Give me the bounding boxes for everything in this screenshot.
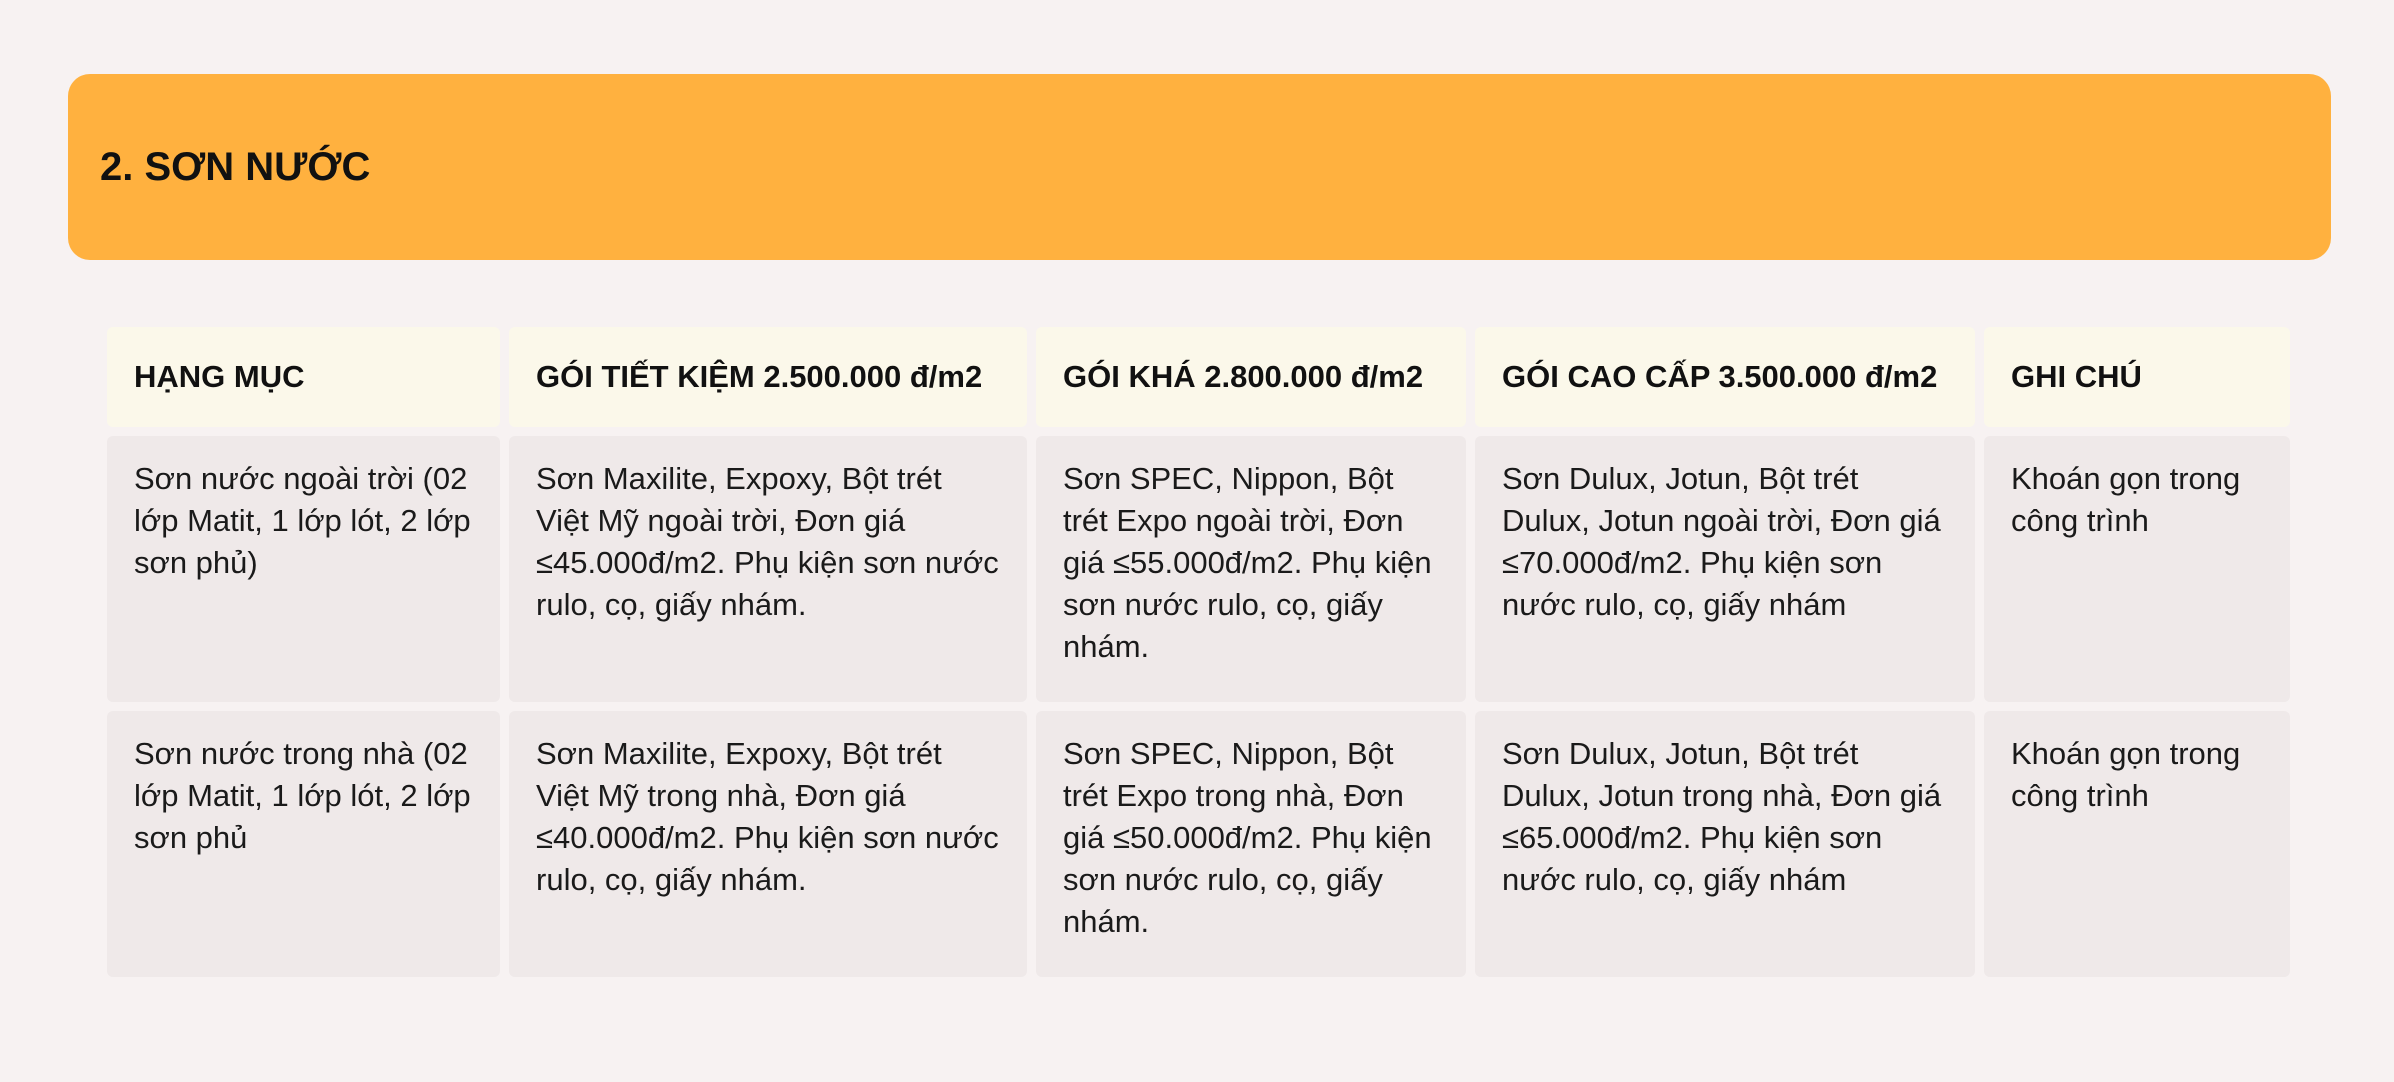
header-goi-cao-cap: GÓI CAO CẤP 3.500.000 đ/m2	[1475, 327, 1975, 427]
header-goi-tiet-kiem: GÓI TIẾT KIỆM 2.500.000 đ/m2	[509, 327, 1027, 427]
cell-goi-tiet-kiem: Sơn Maxilite, Expoxy, Bột trét Việt Mỹ ngoài trời, Đơn giá ≤45.000đ/m2. Phụ kiện sơn nước rulo, cọ, giấy nhám.	[509, 436, 1027, 702]
header-goi-kha: GÓI KHÁ 2.800.000 đ/m2	[1036, 327, 1466, 427]
header-hang-muc: HẠNG MỤC	[107, 327, 500, 427]
cell-item: Sơn nước ngoài trời (02 lớp Matit, 1 lớp lót, 2 lớp sơn phủ)	[107, 436, 500, 702]
table-header-row	[107, 327, 2290, 427]
header-ghi-chu: GHI CHÚ	[1984, 327, 2290, 427]
cell-goi-cao-cap: Sơn Dulux, Jotun, Bột trét Dulux, Jotun ngoài trời, Đơn giá ≤70.000đ/m2. Phụ kiện sơn nước rulo, cọ, giấy nhám	[1475, 436, 1975, 702]
cell-goi-kha: Sơn SPEC, Nippon, Bột trét Expo trong nhà, Đơn giá ≤50.000đ/m2. Phụ kiện sơn nước rulo, cọ, giấy nhám.	[1036, 711, 1466, 977]
cell-ghi-chu: Khoán gọn trong công trình	[1984, 436, 2290, 702]
cell-ghi-chu: Khoán gọn trong công trình	[1984, 711, 2290, 977]
cell-goi-cao-cap: Sơn Dulux, Jotun, Bột trét Dulux, Jotun trong nhà, Đơn giá ≤65.000đ/m2. Phụ kiện sơn nước rulo, cọ, giấy nhám	[1475, 711, 1975, 977]
table-row	[107, 436, 2290, 702]
cell-goi-kha: Sơn SPEC, Nippon, Bột trét Expo ngoài trời, Đơn giá ≤55.000đ/m2. Phụ kiện sơn nước rulo, cọ, giấy nhám.	[1036, 436, 1466, 702]
table-row	[107, 711, 2290, 977]
cell-item: Sơn nước trong nhà (02 lớp Matit, 1 lớp lót, 2 lớp sơn phủ	[107, 711, 500, 977]
pricing-table-container	[107, 327, 2290, 977]
section-title: 2. SƠN NƯỚC	[100, 145, 371, 189]
pricing-table	[98, 318, 2299, 986]
cell-goi-tiet-kiem: Sơn Maxilite, Expoxy, Bột trét Việt Mỹ trong nhà, Đơn giá ≤40.000đ/m2. Phụ kiện sơn nước rulo, cọ, giấy nhám.	[509, 711, 1027, 977]
section-header-band	[68, 74, 2331, 260]
